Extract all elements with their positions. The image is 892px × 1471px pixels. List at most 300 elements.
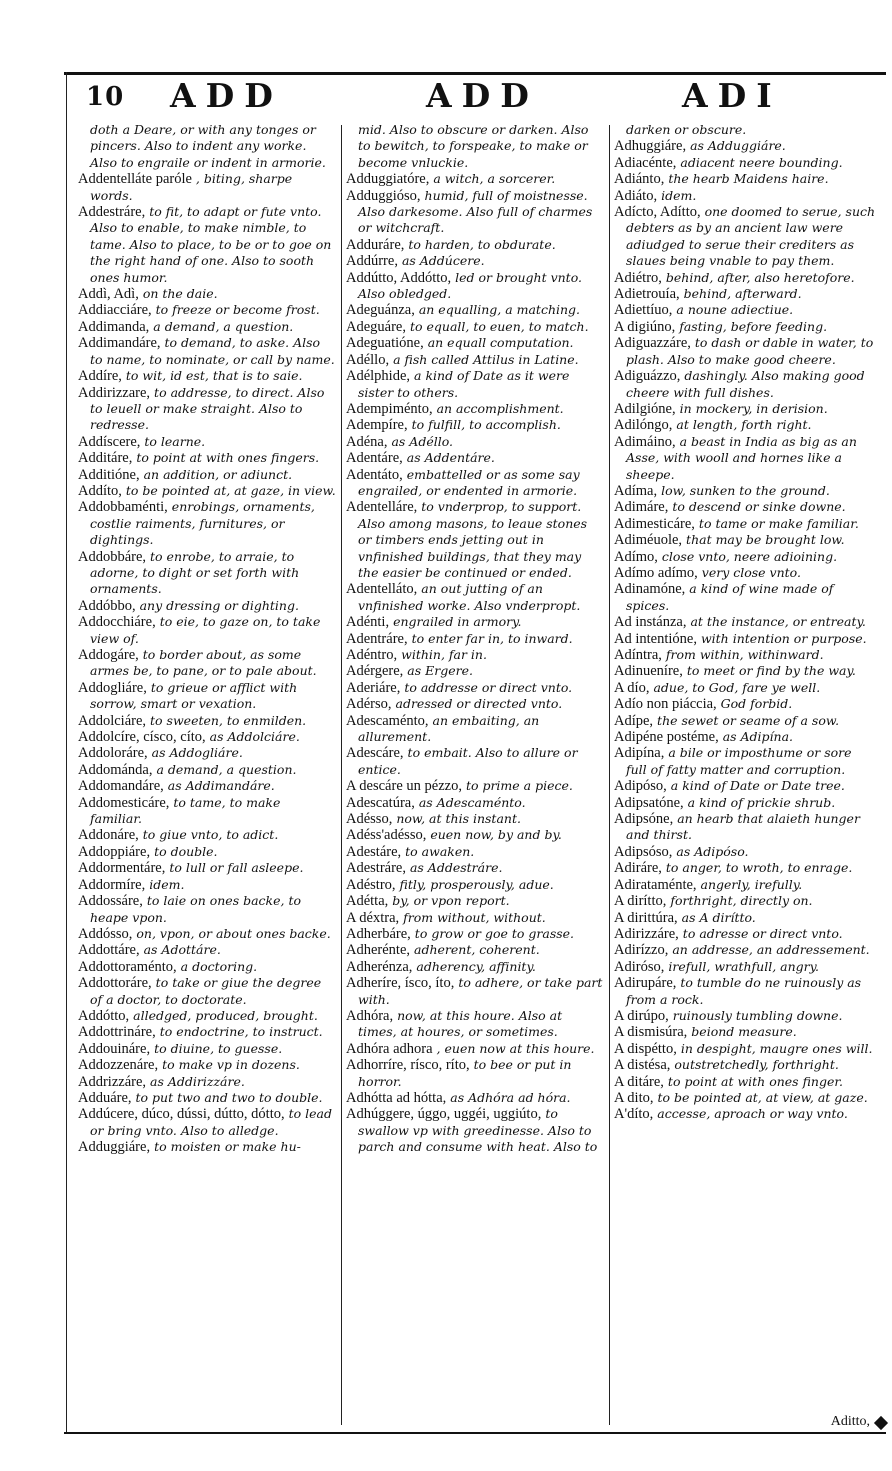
dictionary-entry — [614, 286, 876, 302]
dictionary-entry — [614, 499, 876, 515]
entry-definition: to moisten or make hu- — [154, 1139, 301, 1155]
entry-headword: Addentelláte paróle — [78, 171, 192, 188]
dictionary-entry — [346, 253, 604, 269]
entry-headword: Adestáre, — [346, 843, 402, 860]
entry-headword: Adiánto, — [614, 171, 665, 188]
entry-headword: Addimandáre, — [78, 335, 161, 352]
entry-definition: as Addimandáre. — [167, 778, 275, 794]
entry-headword: Adícto, Adítto, — [614, 204, 701, 221]
entry-headword: Addolciáre, — [78, 712, 147, 729]
entry-definition: in despight, maugre ones will. — [680, 1040, 873, 1056]
dictionary-entry — [78, 171, 336, 204]
dictionary-entry — [78, 959, 336, 975]
entry-headword: Addománda, — [78, 761, 153, 778]
dictionary-entry — [346, 335, 604, 351]
entry-headword: Adinueníre, — [614, 663, 683, 680]
entry-headword: Adherbáre, — [346, 925, 411, 942]
entry-headword: A ditáre, — [614, 1073, 664, 1090]
entry-definition: to prime a piece. — [465, 778, 573, 794]
dictionary-entry — [346, 1041, 604, 1057]
dictionary-entry — [78, 302, 336, 318]
entry-definition: an accomplishment. — [436, 400, 564, 416]
entry-headword: Adipéne postéme, — [614, 729, 719, 746]
entry-headword: Adétta, — [346, 893, 389, 910]
dictionary-entry — [614, 171, 876, 187]
entry-headword: Adherénza, — [346, 958, 413, 975]
entry-definition: forthright, directly on. — [670, 893, 813, 909]
dictionary-entry — [614, 663, 876, 679]
entry-headword: Adilóngo, — [614, 417, 673, 434]
dictionary-entry — [614, 319, 876, 335]
entry-headword: A dirítto, — [614, 893, 667, 910]
column-3 — [614, 122, 876, 1427]
dictionary-entry — [78, 1024, 336, 1040]
entry-definition: fitly, prosperously, adue. — [399, 876, 554, 892]
dictionary-entry — [78, 204, 336, 286]
entry-headword: Adéllo, — [346, 351, 390, 368]
entry-headword: Adescatúra, — [346, 794, 415, 811]
dictionary-entry — [346, 1008, 604, 1041]
entry-definition: an embaiting, an allurement. — [358, 712, 540, 745]
entry-definition: to enrobe, to arraie, to adorne, to dight or set forth with ornaments. — [90, 548, 300, 597]
dictionary-entry — [78, 844, 336, 860]
entry-definition: in mockery, in derision. — [679, 400, 828, 416]
header-center: ADD — [426, 76, 539, 115]
entry-headword: Addimanda, — [78, 318, 150, 335]
entry-headword: Ad intentióne, — [614, 630, 697, 647]
entry-headword: Addobbaménti, — [78, 499, 168, 516]
dictionary-entry — [78, 1106, 336, 1139]
dictionary-entry — [78, 450, 336, 466]
entry-headword: A dío, — [614, 679, 650, 696]
entry-headword: Addozzenáre, — [78, 1057, 159, 1074]
entry-definition: led or brought vnto. Also obledged. — [358, 269, 582, 302]
entry-definition: outstretchedly, forthright. — [674, 1057, 839, 1073]
dictionary-entry — [78, 729, 336, 745]
header-right: ADI — [682, 76, 782, 115]
entry-definition: as Addogliáre. — [151, 745, 243, 761]
entry-definition: to double. — [154, 843, 218, 859]
entry-headword: Addíre, — [78, 368, 122, 385]
running-header — [70, 76, 884, 116]
dictionary-entry — [346, 696, 604, 712]
entry-definition: with intention or purpose. — [700, 630, 867, 646]
dictionary-entry — [78, 319, 336, 335]
entry-definition: , euen now at this houre. — [436, 1040, 595, 1056]
dictionary-entry — [614, 860, 876, 876]
entry-definition: at length, forth right. — [676, 417, 812, 433]
header-left: ADD — [170, 76, 283, 115]
dictionary-entry — [78, 745, 336, 761]
entry-definition: to take or giue the degree of a doctor, to doctorate. — [90, 975, 322, 1007]
entry-definition: as Addentáre. — [406, 450, 495, 466]
entry-headword: Adinamóne, — [614, 581, 686, 598]
entry-headword: Addolcíre, císco, cíto, — [78, 729, 206, 746]
dictionary-entry — [346, 811, 604, 827]
entry-definition: as A dirítto. — [681, 909, 756, 925]
dictionary-entry — [346, 1106, 604, 1155]
entry-headword: Adentráre, — [346, 630, 408, 647]
entry-headword: Adduggióso, — [346, 187, 421, 204]
entry-definition: a doctoring. — [180, 958, 258, 974]
entry-definition: from within, withinward. — [665, 647, 824, 662]
entry-headword: Additáre, — [78, 450, 133, 467]
entry-headword: Adíntra, — [614, 647, 662, 663]
dictionary-entry — [78, 549, 336, 598]
entry-headword: Adipsóso, — [614, 843, 673, 860]
entry-definition: an addresse, an addressement. — [672, 942, 870, 958]
dictionary-entry — [614, 188, 876, 204]
entry-headword: Adérgere, — [346, 663, 404, 680]
entry-headword: Addrizzáre, — [78, 1073, 147, 1090]
dictionary-entry — [614, 713, 876, 729]
entry-definition: to adhere, or take part with. — [358, 975, 603, 1007]
entry-definition: to fit, to adapt or fute vnto. Also to enable, to make nimble, to tame. Also to place, to be or to goe on the right hand of one. Also to sooth ones humor. — [90, 204, 332, 285]
entry-definition: within, far in. — [401, 647, 487, 662]
continued-entry — [614, 122, 876, 138]
entry-headword: Adípe, — [614, 712, 654, 729]
dictionary-entry — [346, 663, 604, 679]
entry-definition: an addition, or adiunct. — [143, 466, 293, 482]
entry-definition: as Adduggiáre. — [690, 138, 786, 154]
entry-definition: any dressing or dighting. — [139, 597, 299, 613]
entry-definition: angerly, irefully. — [700, 876, 803, 892]
entry-definition: euen now, by and by. — [430, 827, 562, 843]
entry-definition: a fish called Attilus in Latine. — [393, 351, 579, 367]
dictionary-entry — [614, 1024, 876, 1040]
dictionary-entry — [614, 516, 876, 532]
entry-definition: darken or obscure. — [626, 122, 747, 137]
entry-definition: to vnderprop, to support. Also among masons, to leaue stones or timbers ends jetting out in vnfinished buildings, that they may the easier be continued or ended. — [358, 499, 588, 580]
column-divider — [609, 125, 610, 1425]
entry-definition: as Adhóra ad hóra. — [450, 1089, 571, 1105]
dictionary-entry — [78, 926, 336, 942]
dictionary-entry — [78, 827, 336, 843]
entry-definition: to meet or find by the way. — [686, 663, 856, 679]
entry-headword: A dispétto, — [614, 1040, 677, 1057]
entry-definition: to enter far in, to inward. — [411, 630, 573, 646]
entry-headword: Addottrináre, — [78, 1024, 156, 1041]
dictionary-entry — [614, 1106, 876, 1122]
entry-definition: adiacent neere bounding. — [680, 154, 843, 170]
entry-definition: a beast in India as big as an Asse, with wooll and hornes like a sheepe. — [626, 433, 857, 482]
dictionary-entry — [614, 434, 876, 483]
dictionary-entry — [614, 302, 876, 318]
entry-definition: to awaken. — [405, 843, 475, 859]
entry-definition: as Adottáre. — [143, 942, 221, 958]
entry-definition: to addresse, to direct. Also to leuell or make straight. Also to redresse. — [90, 384, 325, 433]
entry-headword: Addì, Adì, — [78, 286, 139, 303]
entry-headword: Adempíre, — [346, 417, 408, 434]
dictionary-entry — [346, 778, 604, 794]
dictionary-entry — [614, 1074, 876, 1090]
entry-headword: Addótto, — [78, 1007, 130, 1024]
dictionary-entry — [78, 467, 336, 483]
dictionary-entry — [614, 532, 876, 548]
dictionary-entry — [346, 926, 604, 942]
entry-definition: the sewet or seame of a sow. — [657, 712, 840, 728]
dictionary-entry — [78, 778, 336, 794]
printer-mark-icon — [874, 1416, 888, 1430]
entry-definition: to diuine, to guesse. — [154, 1040, 283, 1056]
entry-headword: Adhóra adhora — [346, 1040, 433, 1057]
entry-headword: Adéss'adésso, — [346, 827, 427, 844]
entry-headword: A dismisúra, — [614, 1024, 688, 1041]
entry-definition: as Adipóso. — [676, 843, 749, 859]
dictionary-entry — [346, 844, 604, 860]
entry-definition: to point at with ones finger. — [667, 1073, 843, 1089]
entry-definition: dashingly. Also making good cheere with full dishes. — [626, 368, 865, 400]
entry-headword: Adentáre, — [346, 450, 403, 467]
dictionary-entry — [346, 745, 604, 778]
continued-entry — [78, 122, 336, 171]
entry-definition: irefull, wrathfull, angry. — [668, 958, 820, 974]
entry-definition: to swallow vp with greedinesse. Also to parch and consume with heat. Also to — [358, 1106, 598, 1155]
dictionary-entry — [614, 975, 876, 1008]
entry-headword: Addúrre, — [346, 253, 398, 270]
entry-definition: to be pointed at, at gaze, in view. — [125, 482, 336, 498]
entry-definition: as Addúcere. — [401, 253, 485, 269]
entry-headword: Addirizzare, — [78, 384, 151, 401]
dictionary-entry — [78, 877, 336, 893]
entry-headword: Addobbáre, — [78, 548, 147, 565]
entry-definition: alledged, produced, brought. — [133, 1007, 318, 1023]
entry-headword: A distésa, — [614, 1057, 671, 1074]
entry-headword: Adirízzo, — [614, 942, 669, 959]
dictionary-entry — [614, 680, 876, 696]
entry-definition: a noune adiectiue. — [676, 302, 794, 318]
entry-headword: Addomesticáre, — [78, 794, 170, 811]
dictionary-entry — [78, 1057, 336, 1073]
entry-headword: Addogliáre, — [78, 679, 147, 696]
dictionary-entry — [78, 434, 336, 450]
dictionary-entry — [346, 188, 604, 237]
dictionary-entry — [614, 401, 876, 417]
entry-headword: Addocchiáre, — [78, 614, 156, 631]
dictionary-entry — [614, 138, 876, 154]
dictionary-entry — [346, 401, 604, 417]
entry-headword: Addossáre, — [78, 893, 143, 910]
dictionary-entry — [346, 499, 604, 581]
entry-definition: at the instance, or entreaty. — [690, 614, 866, 630]
entry-definition: , biting, sharpe words. — [90, 171, 293, 203]
entry-headword: Adduggiatóre, — [346, 171, 430, 188]
dictionary-entry — [78, 499, 336, 548]
entry-headword: Adescaménto, — [346, 712, 429, 729]
entry-definition: adherent, coherent. — [414, 942, 540, 958]
entry-headword: Adésso, — [346, 811, 393, 828]
entry-headword: Adduráre, — [346, 236, 405, 253]
entry-headword: Adéntro, — [346, 647, 398, 663]
entry-definition: from without, without. — [403, 909, 546, 925]
entry-headword: Addottoraménto, — [78, 958, 177, 975]
entry-definition: as Addestráre. — [409, 860, 503, 876]
dictionary-entry — [346, 1057, 604, 1090]
entry-headword: Adescáre, — [346, 745, 404, 762]
catchword: Aditto, — [830, 1414, 870, 1429]
entry-definition: to point at with ones fingers. — [136, 450, 320, 466]
entry-headword: Adeguánza, — [346, 302, 415, 319]
dictionary-entry — [614, 417, 876, 433]
dictionary-entry — [346, 352, 604, 368]
dictionary-entry — [78, 286, 336, 302]
dictionary-entry — [614, 549, 876, 565]
entry-headword: Adipsatóne, — [614, 794, 684, 811]
entry-definition: very close vnto. — [701, 564, 801, 580]
entry-headword: Adéstro, — [346, 876, 396, 893]
entry-definition: to bee or put in horror. — [358, 1057, 572, 1089]
dictionary-entry — [614, 811, 876, 844]
entry-definition: God forbid. — [720, 696, 793, 712]
entry-definition: one doomed to serue, such debters as by an ancient law were adiudged to serue their crediters as slaues being vnable to pay them. — [626, 204, 876, 269]
entry-headword: Adiguázzo, — [614, 368, 681, 385]
entry-definition: to tame, to make familiar. — [90, 794, 281, 827]
entry-definition: to grow or goe to grasse. — [414, 925, 575, 941]
entry-headword: Adíma, — [614, 482, 658, 499]
dictionary-entry — [614, 631, 876, 647]
entry-headword: Adirataménte, — [614, 876, 697, 893]
entry-headword: Addóbbo, — [78, 597, 136, 614]
entry-definition: to harden, to obdurate. — [408, 236, 556, 252]
dictionary-entry — [614, 565, 876, 581]
entry-definition: to giue vnto, to adict. — [142, 827, 279, 843]
bottom-rule — [64, 1432, 886, 1434]
entry-headword: Addouináre, — [78, 1040, 151, 1057]
dictionary-entry — [346, 713, 604, 746]
entry-definition: idem. — [661, 187, 697, 203]
entry-headword: Adímo adímo, — [614, 564, 698, 581]
dictionary-entry — [346, 581, 604, 614]
entry-headword: Adío non piáccia, — [614, 696, 717, 713]
entry-headword: Adipóso, — [614, 778, 667, 795]
dictionary-entry — [346, 417, 604, 433]
continued-entry — [346, 122, 604, 171]
dictionary-entry — [614, 647, 876, 663]
entry-definition: the hearb Maidens haire. — [668, 171, 829, 187]
dictionary-entry — [614, 729, 876, 745]
entry-headword: Adiguazzáre, — [614, 335, 691, 352]
dictionary-entry — [614, 1041, 876, 1057]
entry-definition: engrailed in armory. — [393, 614, 522, 630]
dictionary-entry — [346, 975, 604, 1008]
entry-headword: Adentáto, — [346, 466, 403, 483]
dictionary-entry — [614, 483, 876, 499]
entry-headword: Adéna, — [346, 433, 388, 450]
entry-headword: Addottoráre, — [78, 975, 152, 992]
dictionary-entry — [614, 696, 876, 712]
entry-definition: as Adescaménto. — [418, 794, 526, 810]
dictionary-entry — [78, 1008, 336, 1024]
dictionary-entry — [346, 910, 604, 926]
entry-headword: Adeguáre, — [346, 318, 406, 335]
entry-headword: Adilgióne, — [614, 400, 676, 417]
dictionary-entry — [614, 910, 876, 926]
entry-headword: A dito, — [614, 1089, 654, 1106]
entry-definition: as Adipína. — [722, 729, 794, 745]
dictionary-entry — [78, 1090, 336, 1106]
dictionary-entry — [614, 942, 876, 958]
entry-definition: to embait. Also to allure or entice. — [358, 745, 578, 777]
entry-definition: to lead or bring vnto. Also to alledge. — [90, 1106, 332, 1138]
column-divider — [341, 125, 342, 1425]
entry-headword: Adipína, — [614, 745, 665, 762]
dictionary-entry — [346, 270, 604, 303]
entry-headword: Addúcere, dúco, dússi, dútto, dótto, — [78, 1106, 285, 1123]
entry-headword: Addiacciáre, — [78, 302, 152, 319]
entry-definition: on, vpon, or about ones backe. — [136, 925, 331, 941]
entry-definition: behind, afterward. — [683, 286, 802, 302]
dictionary-entry — [346, 450, 604, 466]
entry-headword: A descáre un pézzo, — [346, 778, 462, 795]
entry-headword: Adímo, — [614, 548, 658, 565]
entry-headword: Adimáre, — [614, 499, 669, 516]
entry-definition: to grieue or afflict with sorrow, smart or vexation. — [90, 679, 298, 712]
entry-headword: Adentelláto, — [346, 581, 418, 598]
entry-headword: A dirittúra, — [614, 909, 678, 926]
dictionary-entry — [614, 778, 876, 794]
entry-definition: a kind of prickie shrub. — [687, 794, 836, 810]
entry-definition: a demand, a question. — [156, 761, 297, 777]
entry-definition: doth a Deare, or with any tonges or pincers. Also to indent any worke. Also to engraile or indent in armorie. — [90, 122, 326, 170]
entry-definition: as Addolciáre. — [209, 729, 300, 745]
entry-definition: to learne. — [144, 433, 206, 449]
dictionary-entry — [78, 1074, 336, 1090]
entry-definition: embattelled or as some say engrailed, or endented in armorie. — [358, 466, 580, 498]
entry-headword: Adempiménto, — [346, 400, 433, 417]
entry-definition: enrobings, ornaments, costlie raiments, furnitures, or dightings. — [90, 499, 315, 548]
dictionary-entry — [78, 680, 336, 713]
entry-headword: Adiráre, — [614, 860, 662, 877]
dictionary-entry — [614, 581, 876, 614]
entry-headword: Adentelláre, — [346, 499, 418, 516]
page-number: 10 — [86, 82, 125, 112]
entry-definition: a bile or imposthume or sore full of fatty matter and corruption. — [626, 745, 852, 777]
entry-headword: Addottáre, — [78, 942, 140, 959]
entry-headword: Addomandáre, — [78, 778, 164, 795]
entry-definition: to make vp in dozens. — [162, 1057, 300, 1073]
dictionary-entry — [78, 598, 336, 614]
left-border — [66, 72, 67, 1434]
dictionary-entry — [78, 795, 336, 828]
entry-definition: to border about, as some armes be, to pane, or to pale about. — [90, 647, 317, 679]
entry-definition: to fulfill, to accomplish. — [411, 417, 561, 433]
entry-headword: Adeguatióne, — [346, 335, 424, 352]
entry-definition: to addresse or direct vnto. — [404, 679, 573, 695]
dictionary-entry — [78, 942, 336, 958]
entry-headword: Addestráre, — [78, 204, 146, 221]
entry-definition: a kind of Date or Date tree. — [670, 778, 845, 794]
entry-headword: Adestráre, — [346, 860, 406, 877]
dictionary-entry — [346, 368, 604, 401]
entry-definition: to be pointed at, at view, at gaze. — [657, 1089, 868, 1105]
dictionary-entry — [78, 368, 336, 384]
dictionary-entry — [78, 335, 336, 368]
dictionary-entry — [614, 368, 876, 401]
entry-definition: a witch, a sorcerer. — [433, 171, 556, 187]
entry-headword: Adirizzáre, — [614, 925, 679, 942]
dictionary-entry — [346, 631, 604, 647]
entry-definition: to anger, to wroth, to enrage. — [665, 860, 853, 876]
entry-definition: an hearb that alaieth hunger and thirst. — [626, 811, 860, 843]
dictionary-entry — [346, 614, 604, 630]
entry-definition: a demand, a question. — [153, 318, 294, 334]
entry-headword: Adhúggere, úggo, uggéi, uggiúto, — [346, 1106, 542, 1123]
entry-headword: Addormíre, — [78, 876, 146, 893]
entry-definition: to laie on ones backe, to heape vpon. — [90, 893, 302, 925]
entry-definition: ruinously tumbling downe. — [672, 1007, 843, 1023]
entry-headword: Adiáto, — [614, 187, 658, 204]
entry-headword: Addonáre, — [78, 827, 139, 844]
